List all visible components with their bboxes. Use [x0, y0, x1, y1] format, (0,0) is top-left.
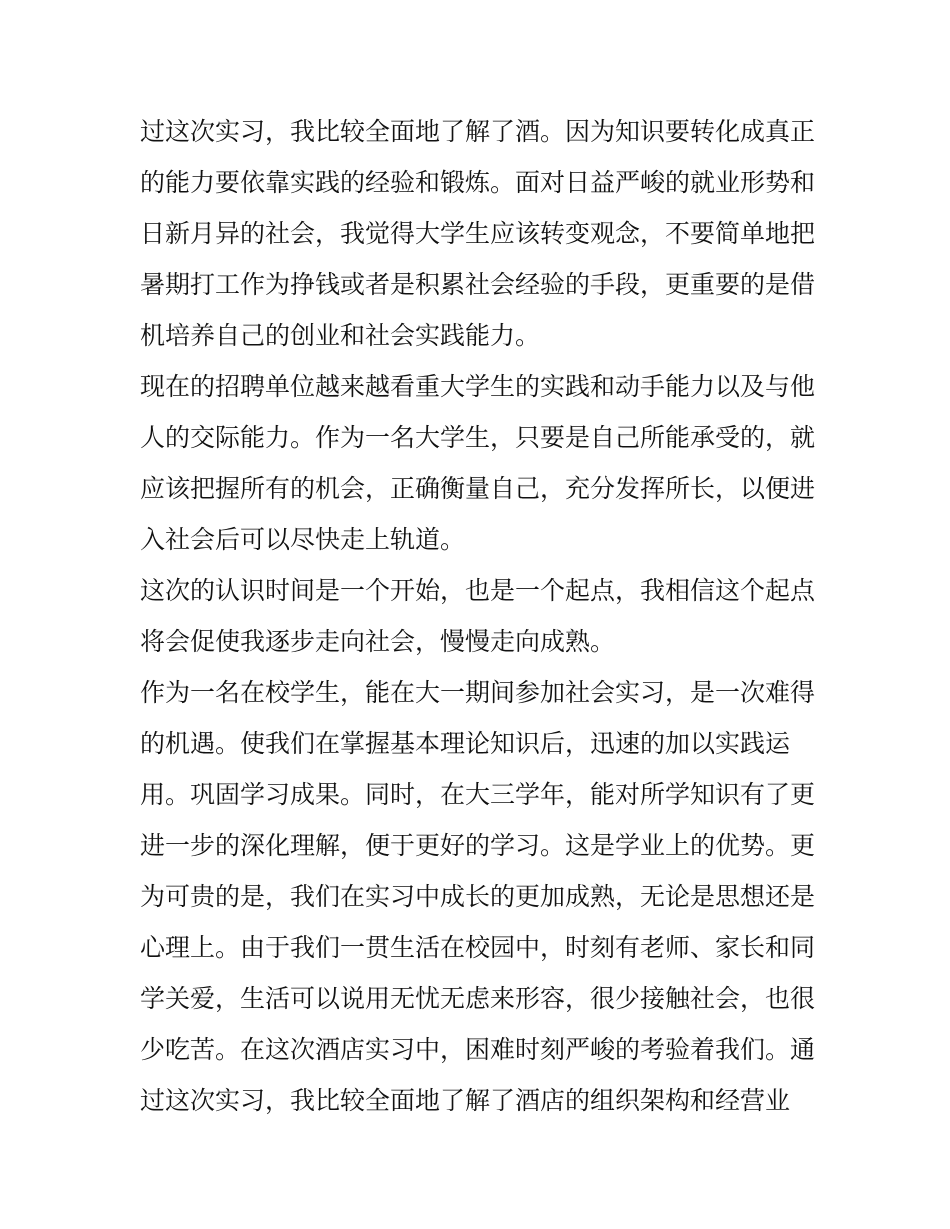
- text-line-8: 应该把握所有的机会，正确衡量自己，充分发挥所长，以便进: [140, 474, 816, 503]
- text-line-3: 日新月异的社会，我觉得大学生应该转变观念，不要简单地把: [140, 219, 816, 248]
- text-line-15: 进一步的深化理解，便于更好的学习。这是学业上的优势。更: [140, 831, 816, 860]
- text-line-6: 现在的招聘单位越来越看重大学生的实践和动手能力以及与他: [140, 372, 816, 401]
- text-line-14: 用。巩固学习成果。同时，在大三学年，能对所学知识有了更: [140, 780, 816, 809]
- text-line-5: 机培养自己的创业和社会实践能力。: [140, 321, 541, 350]
- text-line-4: 暑期打工作为挣钱或者是积累社会经验的手段，更重要的是借: [140, 270, 816, 299]
- text-line-17: 心理上。由于我们一贯生活在校园中，时刻有老师、家长和同: [140, 933, 816, 962]
- text-line-9: 入社会后可以尽快走上轨道。: [140, 525, 466, 554]
- text-line-7: 人的交际能力。作为一名大学生，只要是自己所能承受的，就: [140, 423, 816, 452]
- body-text: [140, 106, 820, 1126]
- text-line-11: 将会促使我逐步走向社会，慢慢走向成熟。: [140, 627, 616, 656]
- text-line-1: 过这次实习，我比较全面地了解了酒。因为知识要转化成真正: [140, 117, 816, 146]
- text-line-18: 学关爱，生活可以说用无忧无虑来形容，很少接触社会，也很: [140, 984, 816, 1013]
- text-line-19: 少吃苦。在这次酒店实习中，困难时刻严峻的考验着我们。通: [140, 1035, 816, 1064]
- text-line-10: 这次的认识时间是一个开始，也是一个起点，我相信这个起点: [140, 576, 816, 605]
- text-line-16: 为可贵的是，我们在实习中成长的更加成熟，无论是思想还是: [140, 882, 816, 911]
- text-line-12: 作为一名在校学生，能在大一期间参加社会实习，是一次难得: [140, 678, 816, 707]
- text-line-13: 的机遇。使我们在掌握基本理论知识后，迅速的加以实践运: [140, 729, 791, 758]
- text-line-2: 的能力要依靠实践的经验和锻炼。面对日益严峻的就业形势和: [140, 168, 816, 197]
- text-line-20: 过这次实习，我比较全面地了解了酒店的组织架构和经营业: [140, 1086, 791, 1115]
